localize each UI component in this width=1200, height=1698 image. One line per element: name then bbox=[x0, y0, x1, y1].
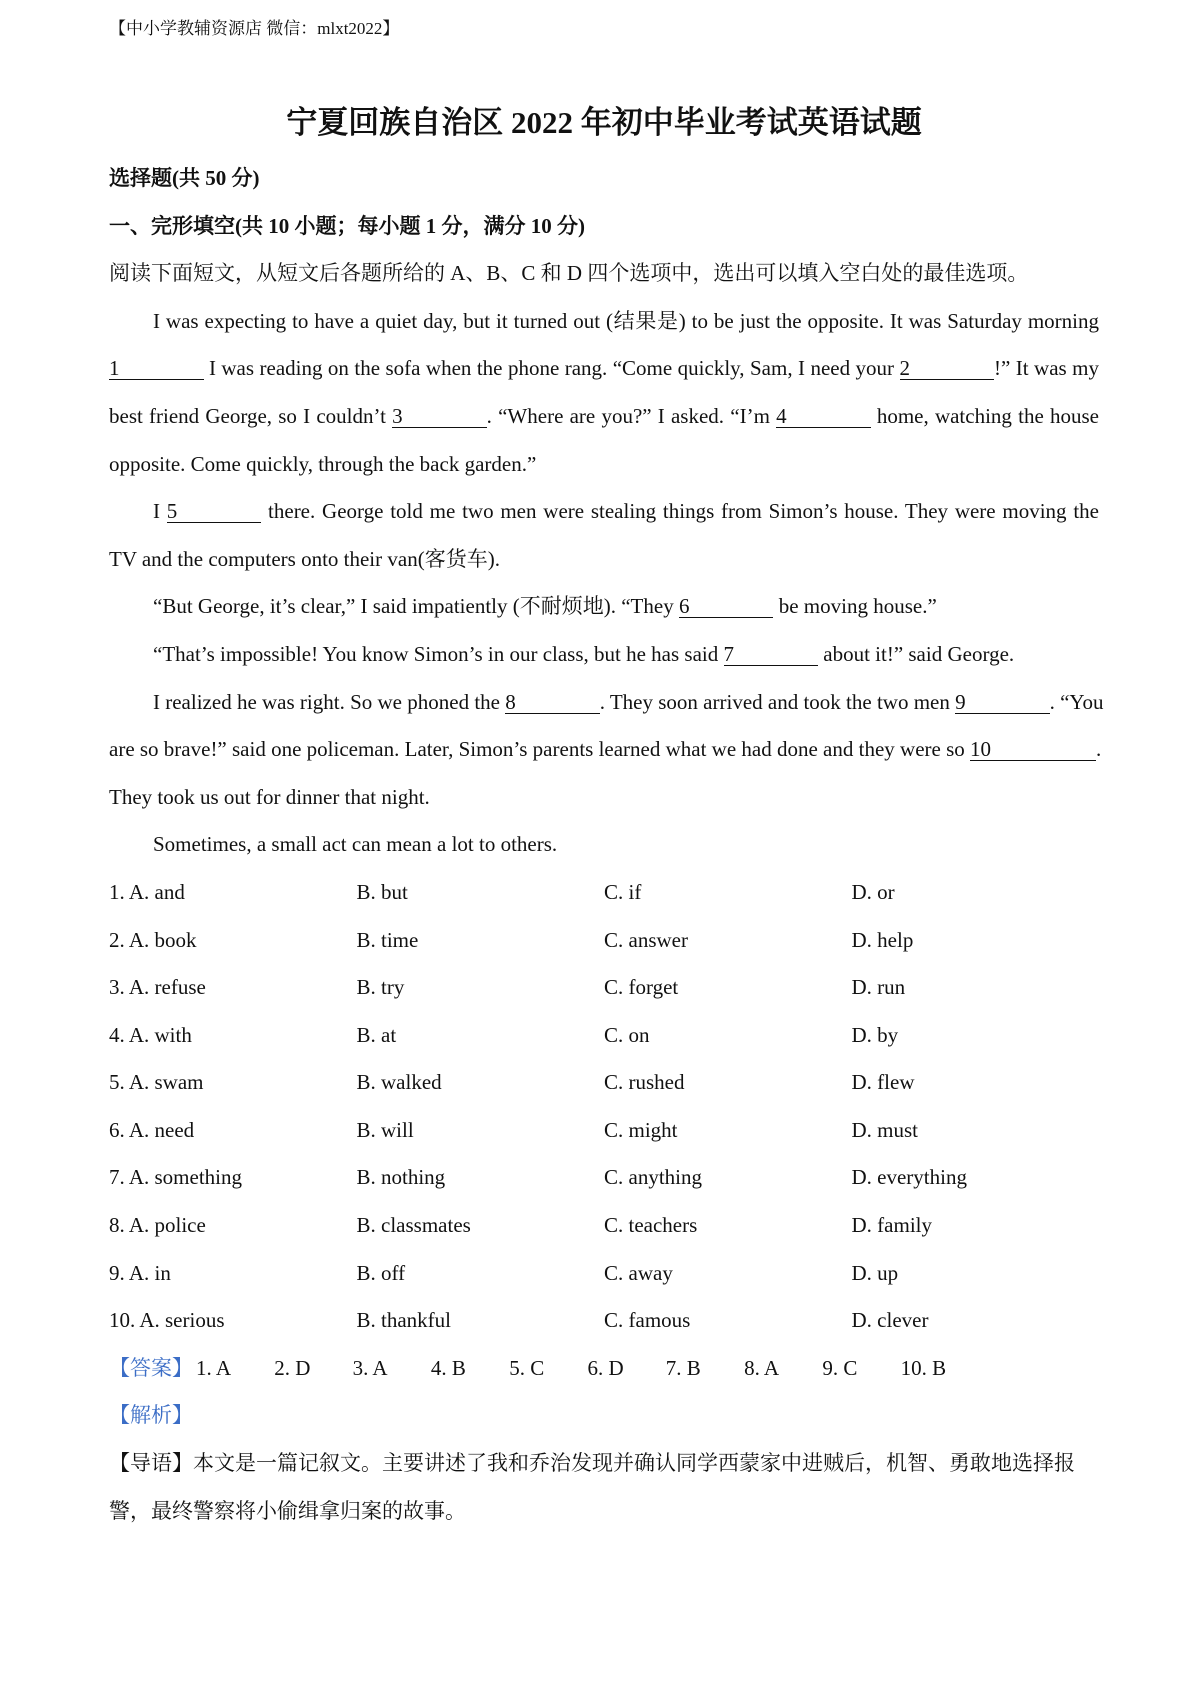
passage-text: about it!” said George. bbox=[818, 641, 1015, 666]
passage-text: opposite. Come quickly, through the back garden.” bbox=[109, 451, 537, 476]
passage-text: . “Where are you?” I asked. “I’m bbox=[486, 403, 777, 428]
analysis-label: 【解析】 bbox=[109, 1403, 193, 1428]
guide-text: 警，最终警察将小偷缉拿归案的故事。 bbox=[109, 1498, 466, 1523]
passage-paragraph bbox=[109, 631, 1099, 679]
option-4-b: B. at bbox=[356, 1022, 397, 1047]
option-10-a: 10. A. serious bbox=[109, 1308, 225, 1333]
passage-line bbox=[109, 488, 1099, 536]
option-6-d: D. must bbox=[851, 1117, 919, 1142]
option-3-c: C. forget bbox=[604, 975, 679, 1000]
blank-5: 5 bbox=[167, 501, 262, 523]
blank-8: 8 bbox=[505, 692, 600, 714]
option-5-c: C. rushed bbox=[604, 1070, 685, 1095]
blank-9: 9 bbox=[955, 692, 1050, 714]
passage-text: . They soon arrived and took the two men bbox=[599, 689, 956, 714]
option-9-d: D. up bbox=[851, 1260, 899, 1285]
passage-line bbox=[109, 726, 1102, 774]
passage-text: I bbox=[153, 499, 167, 524]
passage-text: “That’s impossible! You know Simon’s in our class, but he has said bbox=[153, 641, 724, 666]
passage-text: be moving house.” bbox=[773, 594, 937, 619]
options-table bbox=[109, 869, 1099, 1345]
option-row-7 bbox=[109, 1154, 1099, 1202]
cloze-passage bbox=[109, 298, 1104, 869]
answer-item-10: 10. B bbox=[900, 1355, 947, 1380]
passage-text: TV and the computers onto their van(客货车). bbox=[109, 546, 500, 571]
passage-text: They took us out for dinner that night. bbox=[109, 784, 430, 809]
passage-line bbox=[109, 441, 1099, 489]
option-5-d: D. flew bbox=[851, 1070, 915, 1095]
passage-paragraph bbox=[109, 583, 1099, 631]
page-header-source: 【中小学教辅资源店 微信：mlxt2022】 bbox=[109, 19, 400, 38]
blank-2: 2 bbox=[900, 358, 995, 380]
option-row-1 bbox=[109, 869, 1099, 917]
option-2-a: 2. A. book bbox=[109, 927, 197, 952]
passage-text: best friend George, so I couldn’t bbox=[109, 403, 393, 428]
exam-body bbox=[109, 155, 1104, 1535]
passage-line bbox=[109, 821, 1099, 869]
option-10-b: B. thankful bbox=[356, 1308, 451, 1333]
blank-1: 1 bbox=[109, 358, 204, 380]
passage-line bbox=[109, 631, 1099, 679]
passage-text: . bbox=[1096, 737, 1102, 762]
option-9-b: B. off bbox=[356, 1260, 406, 1285]
passage-line bbox=[109, 536, 1099, 584]
answer-item-5: 5. C bbox=[509, 1355, 545, 1380]
passage-line bbox=[109, 679, 1104, 727]
passage-line bbox=[109, 583, 1099, 631]
option-4-a: 4. A. with bbox=[109, 1022, 192, 1047]
exam-title: 宁夏回族自治区 2022 年初中毕业考试英语试题 bbox=[286, 105, 922, 140]
option-row-9 bbox=[109, 1250, 1099, 1298]
option-5-b: B. walked bbox=[356, 1070, 442, 1095]
option-7-b: B. nothing bbox=[356, 1165, 446, 1190]
passage-text: there. George told me two men were stealing things from Simon’s house. They were moving the bbox=[261, 499, 1099, 524]
guide-label: 【导语】 bbox=[109, 1451, 193, 1476]
section-heading: 选择题(共 50 分) bbox=[109, 166, 260, 190]
option-9-c: C. away bbox=[604, 1260, 673, 1285]
passage-line bbox=[109, 393, 1099, 441]
blank-6: 6 bbox=[679, 596, 774, 618]
option-6-c: C. might bbox=[604, 1117, 678, 1142]
answer-item-9: 9. C bbox=[822, 1355, 858, 1380]
option-row-6 bbox=[109, 1107, 1099, 1155]
option-4-c: C. on bbox=[604, 1022, 650, 1047]
option-1-b: B. but bbox=[356, 879, 408, 904]
passage-text: are so brave!” said one policeman. Later, Simon’s parents learned what we had done and they were so bbox=[109, 737, 971, 762]
option-2-c: C. answer bbox=[604, 927, 688, 952]
option-6-b: B. will bbox=[356, 1117, 414, 1142]
option-row-5 bbox=[109, 1059, 1099, 1107]
option-row-8 bbox=[109, 1202, 1099, 1250]
passage-line bbox=[109, 774, 1099, 822]
answer-line bbox=[109, 1345, 1099, 1393]
answer-item-2: 2. D bbox=[274, 1355, 311, 1380]
answer-item-7: 7. B bbox=[665, 1355, 701, 1380]
option-3-a: 3. A. refuse bbox=[109, 975, 206, 1000]
answer-item-6: 6. D bbox=[587, 1355, 624, 1380]
option-7-a: 7. A. something bbox=[109, 1165, 243, 1190]
passage-paragraph bbox=[109, 679, 1104, 822]
option-1-a: 1. A. and bbox=[109, 879, 185, 904]
answer-item-8: 8. A bbox=[744, 1355, 780, 1380]
guide-text: 本文是一篇记叙文。主要讲述了我和乔治发现并确认同学西蒙家中进贼后，机智、勇敢地选择报 bbox=[193, 1451, 1075, 1476]
option-6-a: 6. A. need bbox=[109, 1117, 195, 1142]
option-8-c: C. teachers bbox=[604, 1213, 698, 1238]
option-row-10 bbox=[109, 1297, 1099, 1345]
passage-text: I was reading on the sofa when the phone rang. “Come quickly, Sam, I need your bbox=[203, 356, 900, 381]
option-10-c: C. famous bbox=[604, 1308, 691, 1333]
passage-text: “But George, it’s clear,” I said impatiently (不耐烦地). “They bbox=[153, 594, 679, 619]
option-4-d: D. by bbox=[851, 1022, 899, 1047]
passage-text: . “You bbox=[1049, 689, 1104, 714]
passage-text: I was expecting to have a quiet day, but it turned out (结果是) to be just the opposite. It was Saturday morning bbox=[153, 308, 1099, 333]
option-9-a: 9. A. in bbox=[109, 1260, 171, 1285]
answer-item-3: 3. A bbox=[352, 1355, 388, 1380]
option-5-a: 5. A. swam bbox=[109, 1070, 204, 1095]
passage-paragraph bbox=[109, 298, 1099, 488]
option-8-b: B. classmates bbox=[356, 1213, 471, 1238]
blank-3: 3 bbox=[392, 406, 487, 428]
option-row-4 bbox=[109, 1012, 1099, 1060]
option-10-d: D. clever bbox=[851, 1308, 929, 1333]
option-1-d: D. or bbox=[851, 879, 895, 904]
passage-line bbox=[109, 345, 1099, 393]
option-8-d: D. family bbox=[851, 1213, 932, 1238]
passage-line bbox=[109, 298, 1099, 346]
guide-line-2 bbox=[109, 1488, 1099, 1536]
option-row-2 bbox=[109, 917, 1099, 965]
option-row-3 bbox=[109, 964, 1099, 1012]
option-1-c: C. if bbox=[604, 879, 642, 904]
option-2-b: B. time bbox=[356, 927, 419, 952]
blank-4: 4 bbox=[776, 406, 871, 428]
part-heading: 一、完形填空(共 10 小题；每小题 1 分，满分 10 分) bbox=[109, 213, 585, 238]
answer-item-1: 1. A bbox=[196, 1355, 232, 1380]
option-2-d: D. help bbox=[851, 927, 914, 952]
passage-text: home, watching the house bbox=[870, 403, 1099, 428]
blank-10: 10 bbox=[970, 739, 1096, 761]
instructions: 阅读下面短文，从短文后各题所给的 A、B、C 和 D 四个选项中，选出可以填入空白处的最佳选项。 bbox=[109, 261, 1029, 286]
passage-text: !” It was my bbox=[994, 356, 1099, 381]
option-3-b: B. try bbox=[356, 975, 405, 1000]
option-3-d: D. run bbox=[851, 975, 906, 1000]
answer-items bbox=[196, 1356, 946, 1380]
guide-line-1 bbox=[109, 1440, 1099, 1488]
passage-paragraph bbox=[109, 821, 1099, 869]
passage-text: I realized he was right. So we phoned the bbox=[153, 689, 506, 714]
option-7-d: D. everything bbox=[851, 1165, 967, 1190]
passage-text: Sometimes, a small act can mean a lot to others. bbox=[153, 832, 558, 857]
option-7-c: C. anything bbox=[604, 1165, 702, 1190]
passage-paragraph bbox=[109, 488, 1099, 583]
answer-item-4: 4. B bbox=[430, 1355, 466, 1380]
answer-label: 【答案】 bbox=[109, 1355, 193, 1380]
option-8-a: 8. A. police bbox=[109, 1213, 206, 1238]
blank-7: 7 bbox=[724, 644, 819, 666]
